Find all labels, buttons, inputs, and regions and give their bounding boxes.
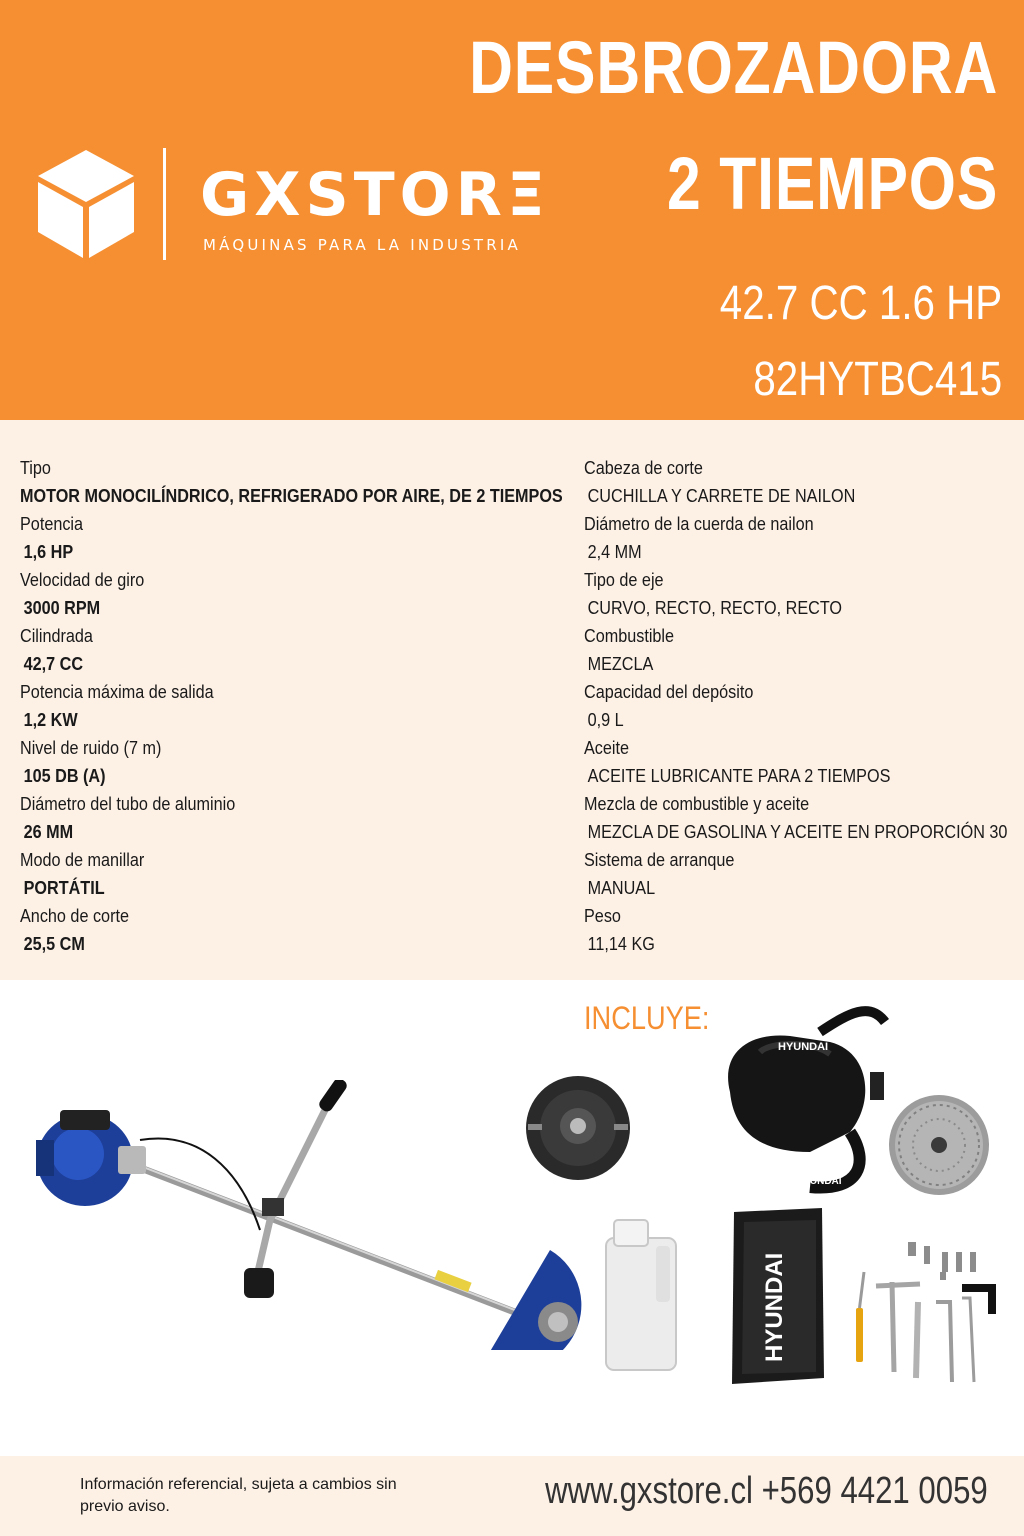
specs-left-column xyxy=(20,454,623,958)
metal-blade-image xyxy=(886,1092,992,1198)
spec-value: 0,9 L xyxy=(587,710,624,730)
brush-cutter-image xyxy=(30,1080,590,1350)
disclaimer-text: Información referencial, sujeta a cambios sin previo aviso. xyxy=(80,1476,397,1515)
title-line-2: 2 TIEMPOS xyxy=(666,142,998,225)
includes-heading: INCLUYE: xyxy=(584,1000,710,1036)
spec-value: 25,5 CM xyxy=(23,934,85,954)
spec-label: Tipo de eje xyxy=(584,570,664,590)
spec-item xyxy=(584,454,1024,510)
spec-label: Ancho de corte xyxy=(20,906,129,926)
tool-kit-image xyxy=(846,1242,1006,1392)
harness-image xyxy=(700,1002,892,1202)
spec-item xyxy=(20,902,623,958)
spec-value: 3000 RPM xyxy=(23,598,101,618)
spec-value: CUCHILLA Y CARRETE DE NAILON xyxy=(587,486,856,506)
spec-item xyxy=(20,454,623,510)
spec-value: 26 MM xyxy=(23,822,74,842)
specs-right-column xyxy=(584,454,1024,958)
harness-brand: HYUNDAI xyxy=(778,1041,829,1053)
spec-label: Diámetro del tubo de aluminio xyxy=(20,794,236,814)
product-title xyxy=(469,28,998,260)
spec-item xyxy=(20,566,623,622)
spec-label: Nivel de ruido (7 m) xyxy=(20,738,162,758)
brand-tagline: MÁQUINAS PARA LA INDUSTRIA xyxy=(203,236,522,254)
spec-item xyxy=(20,678,623,734)
bag-brand: HYUNDAI xyxy=(761,1252,788,1362)
spec-value: 11,14 KG xyxy=(587,934,655,954)
spec-label: Peso xyxy=(584,906,621,926)
trimmer-head-image xyxy=(522,1072,634,1184)
spec-value: 105 DB (A) xyxy=(23,766,106,786)
spec-label: Potencia xyxy=(20,514,84,534)
spec-label: Cilindrada xyxy=(20,626,93,646)
spec-item xyxy=(584,510,1024,566)
spec-item xyxy=(584,846,1024,902)
brand-name: GXSTORΞ xyxy=(200,160,550,230)
spec-item xyxy=(20,622,623,678)
products-section xyxy=(0,980,1024,1456)
spec-item xyxy=(584,790,1024,846)
spec-label: Aceite xyxy=(584,738,630,758)
logo-divider xyxy=(163,148,166,260)
spec-label: Potencia máxima de salida xyxy=(20,682,214,702)
spec-label: Combustible xyxy=(584,626,675,646)
spec-value: ACEITE LUBRICANTE PARA 2 TIEMPOS xyxy=(587,766,891,786)
spec-label: Sistema de arranque xyxy=(584,850,735,870)
product-subtitle: 42.7 CC 1.6 HP xyxy=(719,277,1002,330)
spec-label: Velocidad de giro xyxy=(20,570,145,590)
spec-item xyxy=(584,734,1024,790)
spec-value: 2,4 MM xyxy=(587,542,642,562)
spec-value: PORTÁTIL xyxy=(23,878,105,898)
spec-label: Modo de manillar xyxy=(20,850,145,870)
spec-value: MEZCLA xyxy=(587,654,654,674)
spec-item xyxy=(584,622,1024,678)
spec-item xyxy=(20,790,623,846)
spec-value: 1,2 KW xyxy=(23,710,78,730)
spec-value: CURVO, RECTO, RECTO, RECTO xyxy=(587,598,843,618)
spec-item xyxy=(20,846,623,902)
spec-label: Diámetro de la cuerda de nailon xyxy=(584,514,814,534)
title-line-1: DESBROZADORA xyxy=(468,26,998,109)
spec-value: 42,7 CC xyxy=(23,654,84,674)
spec-item xyxy=(584,566,1024,622)
product-model: 82HYTBC415 xyxy=(753,353,1002,406)
contact-info[interactable]: www.gxstore.cl +569 4421 0059 xyxy=(545,1470,988,1512)
spec-value: MEZCLA DE GASOLINA Y ACEITE EN PROPORCIÓN 30 xyxy=(587,822,1008,842)
footer xyxy=(0,1456,1024,1536)
cube-logo-icon xyxy=(34,146,138,260)
harness-strap-brand: HYUNDAI xyxy=(796,1176,842,1187)
spec-value: MANUAL xyxy=(587,878,656,898)
spec-label: Mezcla de combustible y aceite xyxy=(584,794,810,814)
header-banner xyxy=(0,0,1024,420)
oil-bottle-image xyxy=(600,1216,682,1374)
spec-label: Tipo xyxy=(20,458,51,478)
tool-bag-image xyxy=(724,1202,832,1390)
spec-label: Cabeza de corte xyxy=(584,458,703,478)
spec-value: 1,6 HP xyxy=(23,542,74,562)
spec-item xyxy=(584,678,1024,734)
spec-label: Capacidad del depósito xyxy=(584,682,754,702)
spec-item xyxy=(20,510,623,566)
spec-item xyxy=(20,734,623,790)
spec-value: MOTOR MONOCILÍNDRICO, REFRIGERADO POR AIRE, DE 2 TIEMPOS xyxy=(20,486,563,506)
specs-section xyxy=(0,420,1024,980)
spec-item xyxy=(584,902,1024,958)
